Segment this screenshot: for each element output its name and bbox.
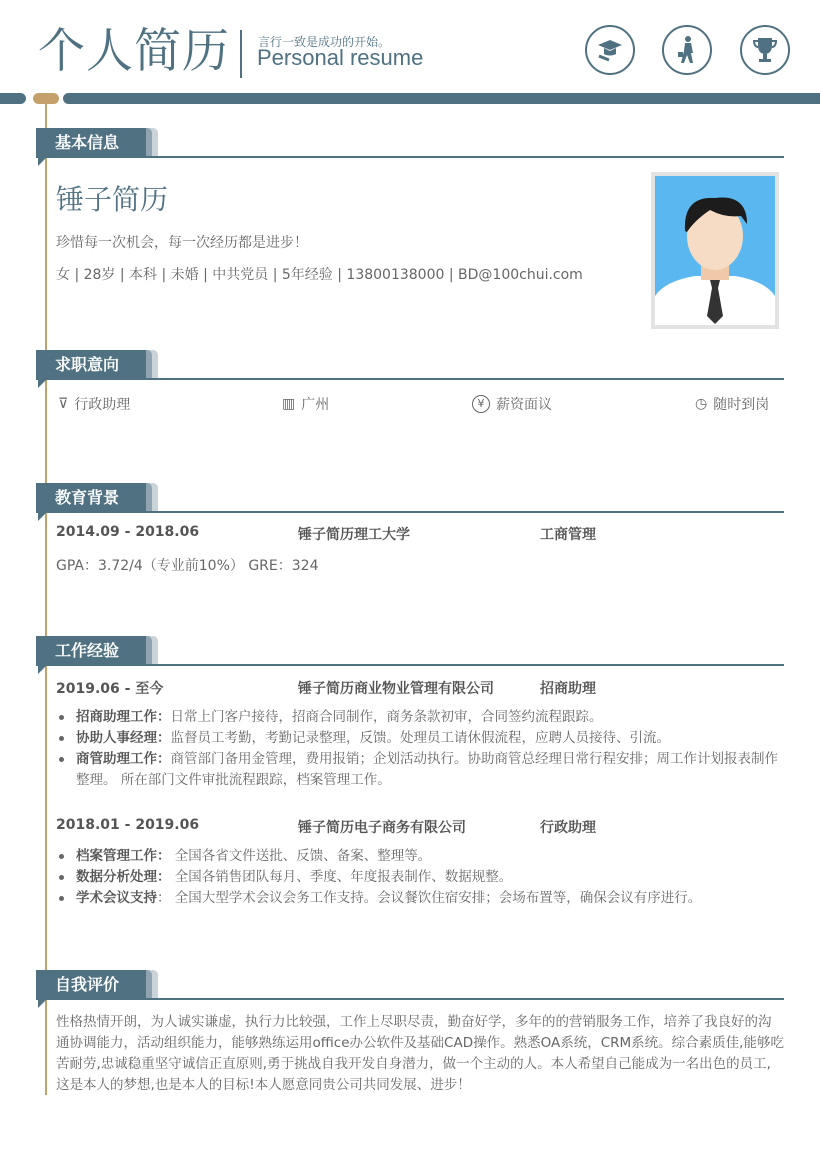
duty-text: 商管部门备用金管理，费用报销；企划活动执行。协助商管总经理日常行程安排；周工作计划报表制作整理。 所在部门文件审批流程跟踪，档案管理工作。 [76,751,778,788]
duty-label: 数据分析处理： [76,869,171,885]
edu-period: 2014.09 - 2018.06 [56,524,200,540]
duty-item [56,846,782,867]
trophy-icon [740,25,790,75]
intent-availability-value: 随时到岗 [713,397,770,413]
duty-text: 全国各省文件送批、反馈、备案、整理等。 [170,848,432,864]
section-title: 基本信息 [36,128,146,158]
job-title: 招商助理 [540,681,596,697]
job-period: 2019.06 - 至今 [56,681,164,697]
duty-item [56,867,782,888]
slogan: 珍惜每一次机会，每一次经历都是进步！ [56,235,308,251]
intent-availability [695,394,769,414]
job-period: 2018.01 - 2019.06 [56,817,200,833]
intent-salary-value: 薪资面议 [496,397,552,413]
candidate-name: 锤子简历 [56,183,169,216]
job-duties [56,846,782,909]
job-title: 行政助理 [540,820,596,836]
clock-icon: ◷ [695,396,708,412]
self-evaluation: 性格热情开朗，为人诚实谦虚，执行力比较强，工作上尽职尽责，勤奋好学，多年的的营销服务工作，培养了我良好的沟通协调能力，活动组织能力，能够熟练运用office办公软件及基础CAD操作。熟悉OA系统，CRM系统。综合素质佳,能够吃苦耐劳,忠诚稳重坚守诚信正直原则,勇于挑战自我开发自身潜力，做一个主动的人。本人希望自己能成为一名出色的员工,这是本人的梦想,也是本人的目标!本人愿意同贵公司共同发展、进步！ [56,1014,784,1093]
edu-major: 工商管理 [540,527,596,543]
duty-item [56,888,782,909]
profile-photo [651,172,779,329]
duty-item [56,728,782,749]
header-bar [63,93,820,104]
header-bar-left [0,93,26,104]
timeline-line [45,100,47,1095]
section-title: 自我评价 [36,970,146,1000]
intent-position-value: 行政助理 [74,397,131,413]
section-title: 教育背景 [36,483,146,513]
duty-label: 商管助理工作： [76,751,171,767]
duty-label: 招商助理工作： [76,709,171,725]
intent-city-value: 广州 [301,397,330,413]
section-work [36,636,784,668]
edu-school: 锤子简历理工大学 [298,527,410,543]
intent-position [58,394,130,414]
walking-businessman-icon [662,25,712,75]
job-duties [56,707,782,791]
title-divider [240,30,242,78]
duty-text: 日常上门客户接待，招商合同制作，商务条款初审，合同签约流程跟踪。 [170,709,603,725]
building-icon: ▥ [282,396,296,412]
duty-text: 全国各销售团队每月、季度、年度报表制作、数据规整。 [170,869,513,885]
basic-info: 女 | 28岁 | 本科 | 未婚 | 中共党员 | 5年经验 | 13800138000 | BD@100chui.com [56,267,583,283]
duty-text: ： 全国大型学术会议会务工作支持。会议餐饮住宿安排；会场布置等，确保会议有序进行。 [157,890,702,906]
section-title: 求职意向 [36,350,146,380]
duty-item [56,707,782,728]
duty-label: 协助人事经理： [76,730,171,746]
section-intent [36,350,784,382]
yen-icon: ¥ [472,395,490,413]
motto: 言行一致是成功的开始。 [258,35,391,49]
page-title: 个人简历 [38,24,230,79]
section-education [36,483,784,515]
section-title: 工作经验 [36,636,146,666]
duty-label: 学术会议支持 [76,890,157,906]
subtitle: Personal resume [257,45,424,70]
section-basic [36,128,784,160]
graduation-cap-icon [585,25,635,75]
intent-salary [472,394,552,414]
job-company: 锤子简历商业物业管理有限公司 [298,681,494,697]
job-company: 锤子简历电子商务有限公司 [298,820,466,836]
duty-item [56,749,782,791]
duty-text: 监督员工考勤，考勤记录整理，反馈。处理员工请休假流程，应聘人员接待、引流。 [170,730,670,746]
intent-city [282,394,329,414]
section-self [36,970,784,1002]
edu-detail: GPA：3.72/4（专业前10%） GRE：324 [56,558,319,574]
duty-label: 档案管理工作： [76,848,171,864]
tie-icon: ⊽ [58,396,69,412]
